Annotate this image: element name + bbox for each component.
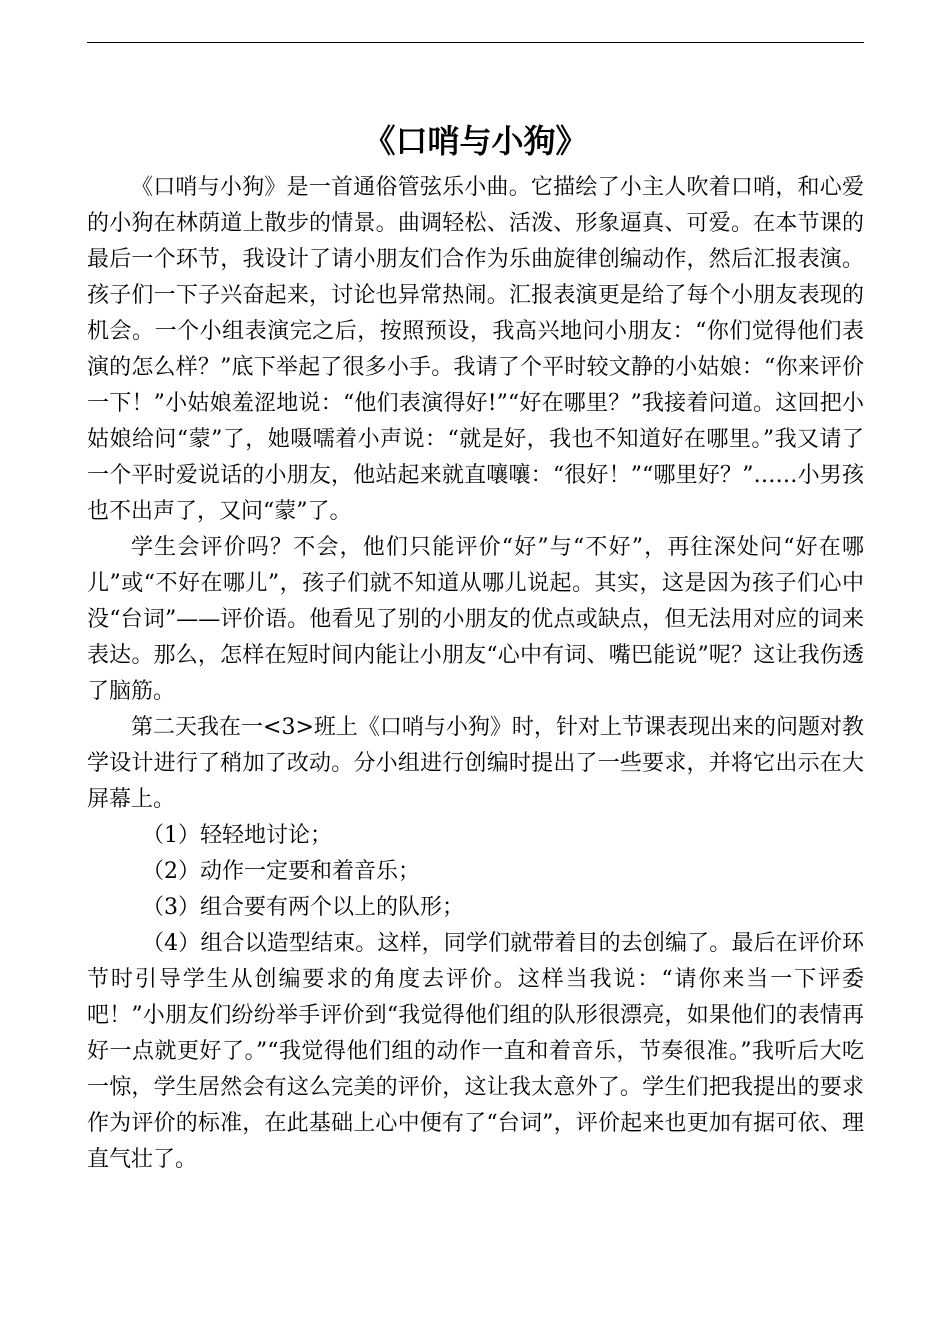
- list-item-2: （2）动作一定要和着音乐；: [142, 859, 420, 884]
- document-body: [87, 170, 864, 1178]
- paragraph-1: 《口哨与小狗》是一首通俗管弦乐小曲。它描绘了小主人吹着口哨，和心爱的小狗在林荫道上散步的情景。曲调轻松、活泼、形象逼真、可爱。在本节课的最后一个环节，我设计了请小朋友们合作为乐曲旋律创编动作，然后汇报表演。孩子们一下子兴奋起来，讨论也异常热闹。汇报表演更是给了每个小朋友表现的机会。一个小组表演完之后，按照预设，我高兴地问小朋友：“你们觉得他们表演的怎么样？”底下举起了很多小手。我请了个平时较文静的小姑娘：“你来评价一下！”小姑娘羞涩地说：“他们表演得好!”“好在哪里？”我接着问道。这回把小姑娘给问“蒙”了，她嗫嚅着小声说：“就是好，我也不知道好在哪里。”我又请了一个平时爱说话的小朋友，他站起来就直嚷嚷：“很好！”“哪里好？”……小男孩也不出声了，又问“蒙”了。: [87, 175, 864, 524]
- list-item-4: （4）组合以造型结束。这样，同学们就带着目的去创编了。最后在评价环节时引导学生从创编要求的角度去评价。这样当我说：“请你来当一下评委吧！”小朋友们纷纷举手评价到“我觉得他们组的队形很漂亮，如果他们的表情再好一点就更好了。”“我觉得他们组的动作一直和着音乐，节奏很准。”我听后大吃一惊，学生居然会有这么完美的评价，这让我太意外了。学生们把我提出的要求作为评价的标准，在此基础上心中便有了“台词”，评价起来也更加有据可依、理直气壮了。: [87, 931, 864, 1172]
- document-title: 《口哨与小狗》: [363, 122, 588, 160]
- paragraph-3: 第二天我在一<3>班上《口哨与小狗》时，针对上节课表现出来的问题对教学设计进行了稍加了改动。分小组进行创编时提出了一些要求，并将它出示在大屏幕上。: [87, 715, 864, 812]
- list-item-1: （1）轻轻地讨论；: [142, 823, 332, 848]
- header-rule: [87, 42, 864, 43]
- paragraph-2: 学生会评价吗？不会，他们只能评价“好”与“不好”，再往深处问“好在哪儿”或“不好在哪儿”，孩子们就不知道从哪儿说起。其实，这是因为孩子们心中没“台词”——评价语。他看见了别的小朋友的优点或缺点，但无法用对应的词来表达。那么，怎样在短时间内能让小朋友“心中有词、嘴巴能说”呢？这让我伤透了脑筋。: [87, 535, 864, 704]
- list-item-3: （3）组合要有两个以上的队形；: [142, 895, 464, 920]
